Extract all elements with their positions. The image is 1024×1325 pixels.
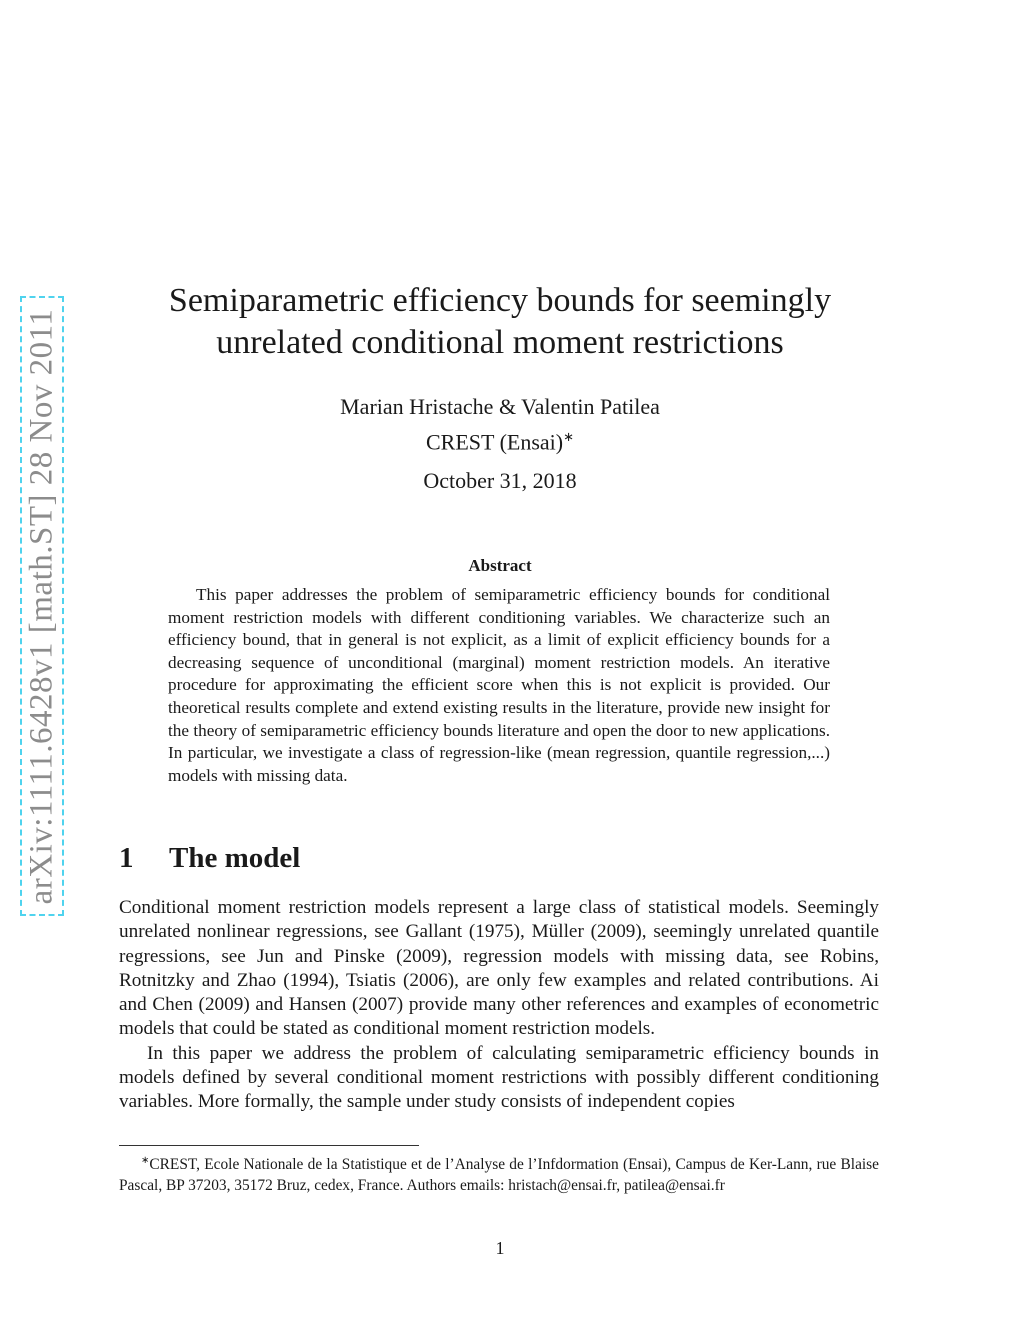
section-title: The model bbox=[169, 842, 301, 874]
body-text bbox=[119, 896, 879, 1115]
section-number: 1 bbox=[119, 842, 134, 874]
affiliation-footnote-mark: ∗ bbox=[563, 429, 574, 444]
affiliation bbox=[250, 422, 750, 457]
abstract-heading: Abstract bbox=[468, 556, 532, 575]
arxiv-stamp bbox=[20, 296, 64, 916]
page-number: 1 bbox=[495, 1238, 505, 1258]
paper-title: Semiparametric efficiency bounds for seemingly unrelated conditional moment restrictions bbox=[168, 282, 832, 361]
author-names: Marian Hristache & Valentin Patilea bbox=[340, 394, 660, 419]
arxiv-id: arXiv:1111.6428v1 [math.ST] 28 Nov 2011 bbox=[23, 308, 60, 904]
footnote-rule bbox=[119, 1145, 419, 1146]
paper-date: October 31, 2018 bbox=[423, 468, 577, 493]
footnote-text: CREST, Ecole Nationale de la Statistique et de l’Analyse de l’Infdormation (Ensai), Campus de Ker-Lann, rue Blaise Pascal, BP 37203, 35172 Bruz, cedex, France. Authors emails: hristach@ensai.fr, patilea@ensai.fr bbox=[119, 1156, 879, 1195]
footnote-mark: ∗ bbox=[141, 1155, 150, 1166]
affiliation-text: CREST (Ensai) bbox=[426, 429, 564, 455]
footnote bbox=[119, 1150, 879, 1196]
author-block bbox=[250, 392, 750, 457]
paragraph: In this paper we address the problem of calculating semiparametric efficiency bounds in models defined by several conditional moment restrictions with possibly different conditioning variables. More formally, the sample under study consists of independent copies bbox=[119, 1042, 879, 1113]
section-heading bbox=[119, 842, 300, 875]
paragraph: Conditional moment restriction models represent a large class of statistical models. Seemingly unrelated nonlinear regressions, see Gallant (1975), Müller (2009), seemingly unrelated quantile regressions, see Jun and Pinske (2009), regression models with missing data, see Robins, Rotnitzky and Zhao (1994), Tsiatis (2006), are only few examples and related contributions. Ai and Chen (2009) and Hansen (2007) provide many other references and examples of econometric models that could be stated as conditional moment restriction models. bbox=[119, 897, 879, 1040]
abstract-text: This paper addresses the problem of semiparametric efficiency bounds for conditional moment restriction models with different conditioning variables. We characterize such an efficiency bound, that in general is not explicit, as a limit of explicit efficiency bounds for a decreasing sequence of unconditional (marginal) moment restriction models. An iterative procedure for approximating the efficient score when this is not explicit is provided. Our theoretical results complete and extend existing results in the literature, provide new insight for the theory of semiparametric efficiency bounds literature and open the door to new applications. In particular, we investigate a class of regression-like (mean regression, quantile regression,...) models with missing data. bbox=[168, 585, 830, 785]
